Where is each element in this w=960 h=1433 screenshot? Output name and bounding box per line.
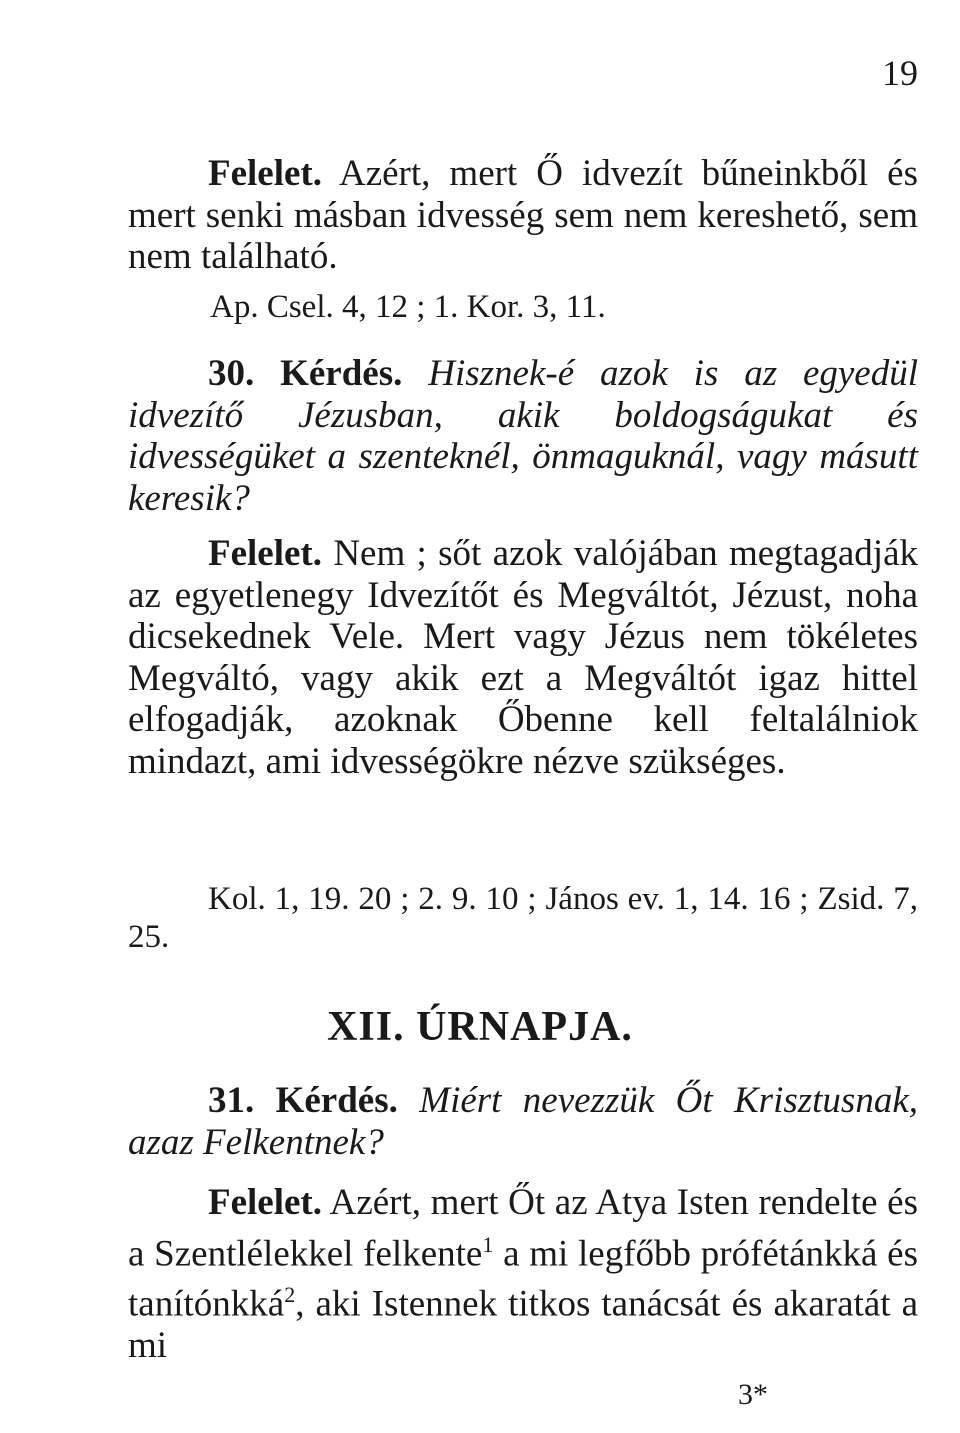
section-heading: XII. ÚRNAPJA.: [327, 1004, 633, 1050]
answer-29-label: Felelet.: [208, 153, 322, 194]
reference-29: Ap. Csel. 4, 12 ; 1. Kor. 3, 11.: [210, 289, 606, 325]
answer-30-label: Felelet.: [208, 533, 322, 574]
question-30-number: 30.: [208, 353, 255, 394]
answer-29-text: Azért, mert Ő idvezít bűneinkből és mert senki másban idvesség sem nem kereshető, sem nem található.: [128, 153, 918, 277]
footnote-marker-2: 2: [284, 1282, 296, 1308]
reference-30: Kol. 1, 19. 20 ; 2. 9. 10 ; János ev. 1, 14. 16 ; Zsid. 7, 25.: [128, 881, 918, 955]
answer-30-text: Nem ; sőt azok valójában megtagadják az egyetlenegy Idvezítőt és Megváltót, Jézust, noha dicsekednek Vele. Mert vagy Jézus nem tökéletes Megváltó, vagy akik ezt a Megváltót igaz hittel elfogadják, azoknak Őbenne kell feltalálniok mindazt, ami idvességökre nézve szükséges.: [128, 533, 918, 782]
answer-31-text-2: a mi legfőbb prófétánkká és tanítónkká: [128, 1232, 918, 1325]
question-31-number: 31.: [208, 1080, 255, 1121]
question-31-text: Miért nevezzük Őt Krisztusnak, azaz Felkentnek?: [128, 1080, 918, 1163]
question-31-label: Kérdés.: [254, 1080, 398, 1121]
question-30-text: Hisznek-é azok is az egyedül idvezítő Jézusban, akik boldogságukat és idvességüket a szenteknél, önmaguknál, vagy másutt keresik?: [128, 353, 918, 519]
answer-31-text-3: , aki Istennek titkos tanácsát és akaratát a mi: [128, 1283, 918, 1367]
question-30-label: Kérdés.: [254, 353, 403, 394]
question-31-paragraph: [128, 1080, 918, 1163]
footnote-marker-1: 1: [482, 1231, 494, 1257]
question-30-paragraph: [128, 353, 918, 519]
answer-31-label: Felelet.: [208, 1182, 322, 1223]
answer-31-text-1: Azért, mert Őt az Atya Isten rendelte és a Szentlélekkel felkente: [128, 1182, 918, 1274]
signature-mark: 3*: [738, 1378, 768, 1411]
answer-30-paragraph: [128, 533, 918, 782]
answer-31-paragraph: [128, 1182, 918, 1367]
page-number: 19: [882, 53, 918, 93]
answer-29-paragraph: [128, 153, 918, 278]
